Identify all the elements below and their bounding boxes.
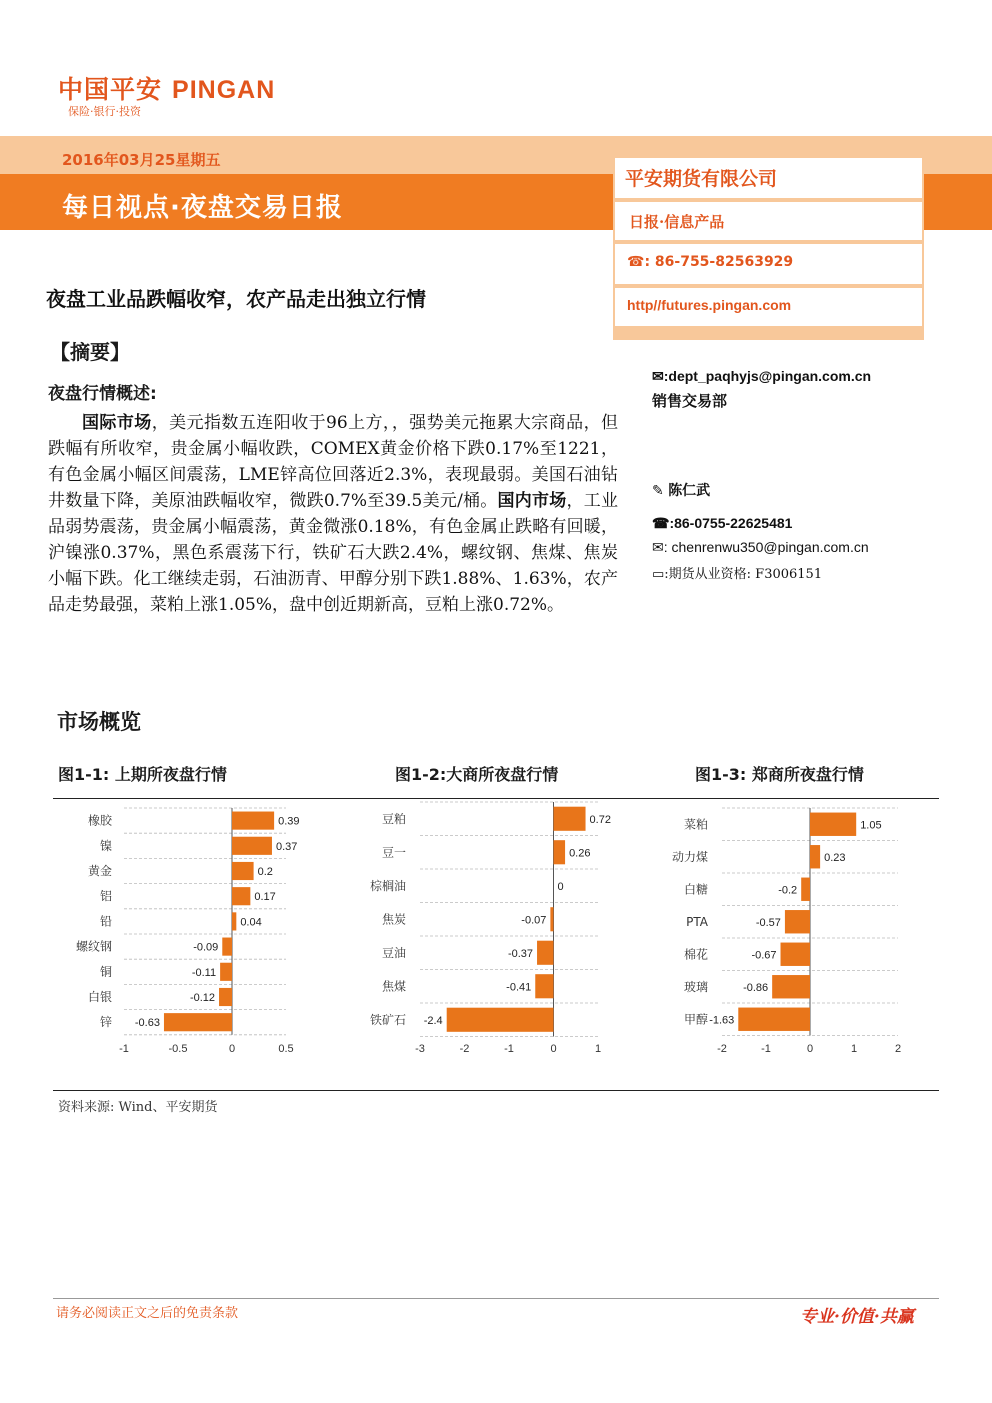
- category-label: 镍: [99, 838, 112, 853]
- data-label: -0.67: [751, 949, 777, 962]
- category-label: 玻璃: [683, 979, 708, 994]
- data-label: -0.57: [755, 916, 781, 929]
- pen-icon: ✎: [652, 483, 669, 499]
- tick-label: 1: [594, 1043, 602, 1055]
- chart-bottom-rule: [53, 1090, 939, 1091]
- data-label: 0.2: [257, 866, 273, 878]
- book-icon: ▭:: [652, 567, 669, 582]
- category-label: 棕榈油: [369, 878, 406, 893]
- tick-label: 0: [550, 1043, 557, 1055]
- category-label: 白银: [87, 990, 112, 1004]
- data-label: 0.17: [254, 891, 276, 904]
- pingan-logo: [58, 70, 276, 118]
- intl-market-label: 国际市场: [82, 413, 152, 433]
- report-date: 2016年03月25星期五: [62, 151, 221, 169]
- data-label: 0: [557, 880, 564, 893]
- abstract-title: 【摘要】: [50, 340, 130, 364]
- category-label: 锌: [99, 1015, 112, 1030]
- data-label: -0.41: [506, 981, 532, 994]
- chart-shfe-svg: [60, 800, 370, 1070]
- data-source: 资料来源: Wind、平安期货: [58, 1100, 218, 1115]
- category-label: 铝: [99, 889, 112, 904]
- bar: [781, 943, 810, 966]
- license-text: 期货从业资格: F3006151: [668, 567, 823, 582]
- analyst-phone: ☎:86-0755-22625481: [652, 515, 793, 531]
- bar: [535, 974, 553, 998]
- bar: [554, 807, 586, 831]
- fig2-title: 图1-2:大商所夜盘行情: [395, 765, 559, 784]
- category-label: PTA: [686, 914, 708, 929]
- chart-shfe: [60, 800, 370, 1070]
- dept-email[interactable]: ✉:dept_paqhyjs@pingan.com.cn: [652, 368, 872, 384]
- article-body: [48, 410, 618, 618]
- bar: [772, 975, 810, 998]
- data-label: 0.72: [589, 813, 611, 826]
- category-label: 黄金: [87, 864, 112, 878]
- tick-label: 0: [806, 1043, 814, 1055]
- report-banner-title: 每日视点·夜盘交易日报: [62, 193, 343, 223]
- data-label: -0.11: [191, 966, 217, 979]
- bar: [537, 941, 553, 965]
- category-label: 铜: [99, 964, 112, 979]
- bar: [447, 1008, 554, 1032]
- dept-name: 销售交易部: [652, 392, 728, 410]
- bar: [232, 912, 236, 930]
- data-label: -1.63: [709, 1014, 735, 1027]
- intl-market-text: ，美元指数五连阳收于96上方，，强势美元拖累大宗商品，但跌幅有所收窄，贵金属小幅收跌，COMEX黄金价格下跌0.17%至1221，有色金属小幅区间震荡，LME锌高位回落近2.3%，表现最弱。美国石油钻井数量下降，美原油跌幅收窄，微跌0.7%至39.5美元/桶。: [48, 413, 618, 511]
- company-info-box: [613, 156, 924, 340]
- tick-label: -2: [459, 1043, 470, 1055]
- data-label: -0.09: [193, 941, 219, 954]
- bar: [220, 963, 232, 981]
- tick-label: 0: [228, 1043, 236, 1055]
- category-label: 铁矿石: [369, 1012, 406, 1027]
- chart-top-rule: [53, 798, 939, 799]
- bar: [810, 845, 820, 868]
- category-label: 焦炭: [381, 912, 406, 927]
- logo-cn-text: 中国平安: [58, 75, 163, 104]
- category-label: 菜粕: [683, 817, 708, 832]
- data-label: 0.23: [824, 851, 846, 864]
- bar: [232, 862, 254, 880]
- category-label: 豆一: [381, 845, 406, 860]
- category-label: 铅: [99, 914, 112, 929]
- data-label: -0.2: [778, 884, 798, 897]
- category-label: 橡胶: [87, 813, 112, 828]
- domestic-market-label: 国内市场: [497, 491, 567, 511]
- bar: [554, 840, 566, 864]
- data-label: -0.07: [521, 914, 547, 927]
- domestic-market-text: ，工业品弱势震荡，贵金属小幅震荡，黄金微涨0.18%，有色金属止跌略有回暖，沪镍涨0.37%，黑色系震荡下行，铁矿石大跌2.4%，螺纹钢、焦煤、焦炭小幅下跌。化工继续走弱，石油沥青、甲醇分别下跌1.88%、1.63%，农产品走势最强，菜粕上涨1.05%，盘中创近期新高，豆粕上涨0.72%。: [48, 491, 618, 615]
- chart-czce: [660, 800, 970, 1070]
- bar: [738, 1008, 810, 1031]
- fig1-title: 图1-1: 上期所夜盘行情: [58, 765, 227, 784]
- tick-label: -1: [119, 1043, 129, 1055]
- bar: [785, 910, 810, 933]
- data-label: 0.04: [240, 916, 262, 929]
- company-phone: ☎: 86-755-82563929: [615, 244, 922, 284]
- data-label: -0.63: [134, 1017, 160, 1030]
- overview-title: 夜盘行情概述:: [48, 384, 157, 404]
- tick-label: 2: [894, 1043, 902, 1055]
- fig3-title: 图1-3: 郑商所夜盘行情: [695, 765, 864, 784]
- chart-dce-svg: [360, 800, 670, 1070]
- tick-label: -2: [717, 1043, 727, 1055]
- tick-label: 1: [850, 1043, 858, 1055]
- data-label: 1.05: [860, 819, 882, 832]
- category-label: 豆油: [381, 945, 406, 960]
- company-name: 平安期货有限公司: [615, 158, 922, 198]
- footer-disclaimer: 请务必阅读正文之后的免责条款: [56, 1306, 239, 1321]
- analyst-line: [652, 480, 710, 500]
- tick-label: -0.5: [168, 1043, 188, 1055]
- data-label: -0.86: [743, 981, 769, 994]
- chart-czce-svg: [660, 800, 960, 1070]
- bar: [219, 988, 232, 1006]
- category-label: 螺纹钢: [75, 939, 112, 954]
- article-headline: 夜盘工业品跌幅收窄，农产品走出独立行情: [46, 287, 426, 311]
- bar: [232, 837, 272, 855]
- data-label: -0.12: [189, 992, 216, 1004]
- company-url[interactable]: http//futures.pingan.com: [615, 288, 922, 326]
- bar: [222, 938, 232, 956]
- bar: [232, 812, 274, 830]
- logo-en-text: PINGAN: [172, 76, 276, 104]
- tick-label: -3: [415, 1043, 425, 1055]
- analyst-license: [652, 563, 822, 582]
- bar: [810, 813, 856, 836]
- market-overview-title: 市场概览: [57, 710, 141, 734]
- category-label: 白糖: [683, 882, 708, 897]
- category-label: 焦煤: [381, 979, 406, 994]
- bar: [164, 1013, 232, 1031]
- tick-label: -1: [504, 1043, 514, 1055]
- data-label: -0.37: [507, 947, 534, 960]
- bar: [232, 887, 250, 905]
- data-label: 0.37: [275, 840, 298, 853]
- category-label: 棉花: [683, 947, 708, 962]
- logo-subtitle: 保险·银行·投资: [68, 105, 141, 118]
- data-label: 0.39: [278, 815, 300, 828]
- analyst-email[interactable]: ✉: chenrenwu350@pingan.com.cn: [652, 539, 869, 555]
- tick-label: 0.5: [278, 1043, 294, 1055]
- data-label: 0.26: [569, 847, 591, 860]
- tick-label: -1: [761, 1043, 771, 1055]
- category-label: 豆粕: [381, 811, 406, 826]
- footer-rule: [53, 1298, 939, 1299]
- bar: [801, 878, 810, 901]
- footer-slogan: 专业·价值·共赢: [800, 1307, 914, 1327]
- data-label: -2.4: [423, 1014, 443, 1027]
- analyst-name: 陈仁武: [668, 483, 711, 499]
- chart-dce: [360, 800, 670, 1070]
- category-label: 动力煤: [671, 849, 708, 864]
- product-type: 日报·信息产品: [615, 202, 922, 240]
- category-label: 甲醇: [683, 1012, 708, 1027]
- bar: [550, 907, 553, 931]
